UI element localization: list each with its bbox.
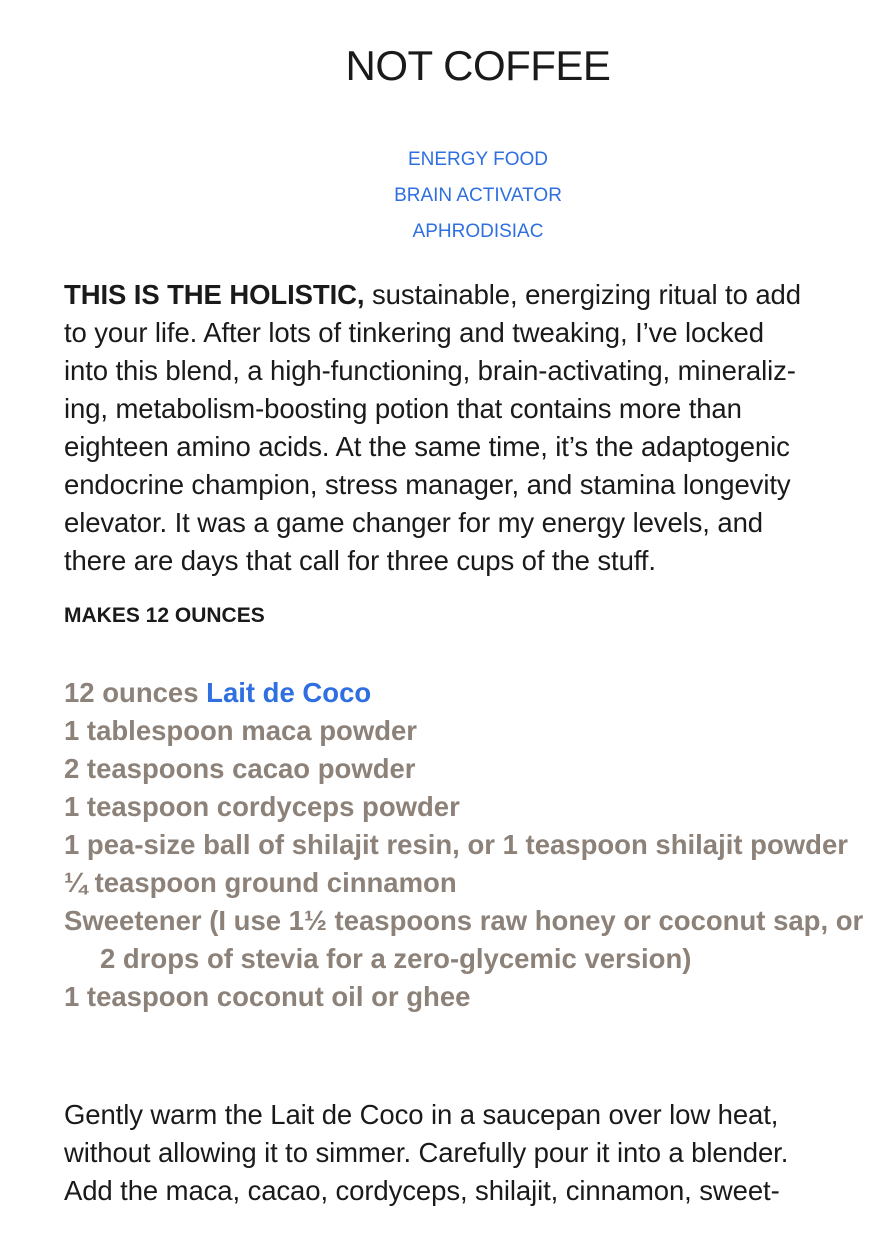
intro-line: to your life. After lots of tinkering and tweaking, I’ve locked bbox=[64, 317, 764, 348]
intro-line: endocrine champion, stress manager, and stamina longevity bbox=[64, 469, 791, 500]
tag-aphrodisiac[interactable]: APHRODISIAC bbox=[412, 221, 544, 242]
method-line: Gently warm the Lait de Coco in a saucepan over low heat, bbox=[64, 1099, 779, 1130]
intro-line: there are days that call for three cups of the stuff. bbox=[64, 545, 656, 576]
method-line: without allowing it to simmer. Carefully pour it into a blender. bbox=[64, 1137, 789, 1168]
tag-energy-food[interactable]: ENERGY FOOD bbox=[407, 149, 549, 170]
tag-brain-activator[interactable]: BRAIN ACTIVATOR bbox=[394, 185, 562, 206]
ingredient-item: ¼ teaspoon ground cinnamon bbox=[64, 867, 457, 898]
intro-line: sustainable, energizing ritual to add bbox=[371, 279, 801, 310]
ingredient-item: 1 teaspoon cordyceps powder bbox=[64, 791, 460, 822]
ingredient-item: Sweetener (I use 1½ teaspoons raw honey or coconut sap, or 2 drops of stevia for a zero-glycemic version) bbox=[64, 905, 864, 974]
intro-line: ing, metabolism-boosting potion that contains more than bbox=[64, 393, 742, 424]
method-line: Add the maca, cacao, cordyceps, shilajit, cinnamon, sweet- bbox=[64, 1175, 780, 1206]
recipe-intro bbox=[64, 276, 892, 580]
lait-de-coco-link[interactable]: Lait de Coco bbox=[206, 677, 372, 708]
ingredient-item: 2 teaspoons cacao powder bbox=[64, 753, 416, 784]
ingredient-item bbox=[64, 674, 864, 712]
recipe-title: NOT COFFEE bbox=[345, 42, 611, 89]
intro-line: into this blend, a high-functioning, brain-activating, mineraliz- bbox=[64, 355, 796, 386]
recipe-yield: MAKES 12 OUNCES bbox=[64, 604, 265, 627]
intro-line: elevator. It was a game changer for my energy levels, and bbox=[64, 507, 763, 538]
ingredient-item: 1 pea-size ball of shilajit resin, or 1 teaspoon shilajit powder bbox=[64, 829, 848, 860]
intro-lead: THIS IS THE HOLISTIC, bbox=[64, 279, 365, 310]
recipe-method bbox=[64, 1096, 892, 1210]
recipe-tags bbox=[0, 142, 896, 250]
ingredient-list bbox=[64, 674, 864, 1016]
ingredient-item: 1 teaspoon coconut oil or ghee bbox=[64, 981, 471, 1012]
intro-line: eighteen amino acids. At the same time, it’s the adaptogenic bbox=[64, 431, 790, 462]
ingredient-quantity: 12 ounces bbox=[64, 677, 199, 708]
ingredient-item: 1 tablespoon maca powder bbox=[64, 715, 418, 746]
